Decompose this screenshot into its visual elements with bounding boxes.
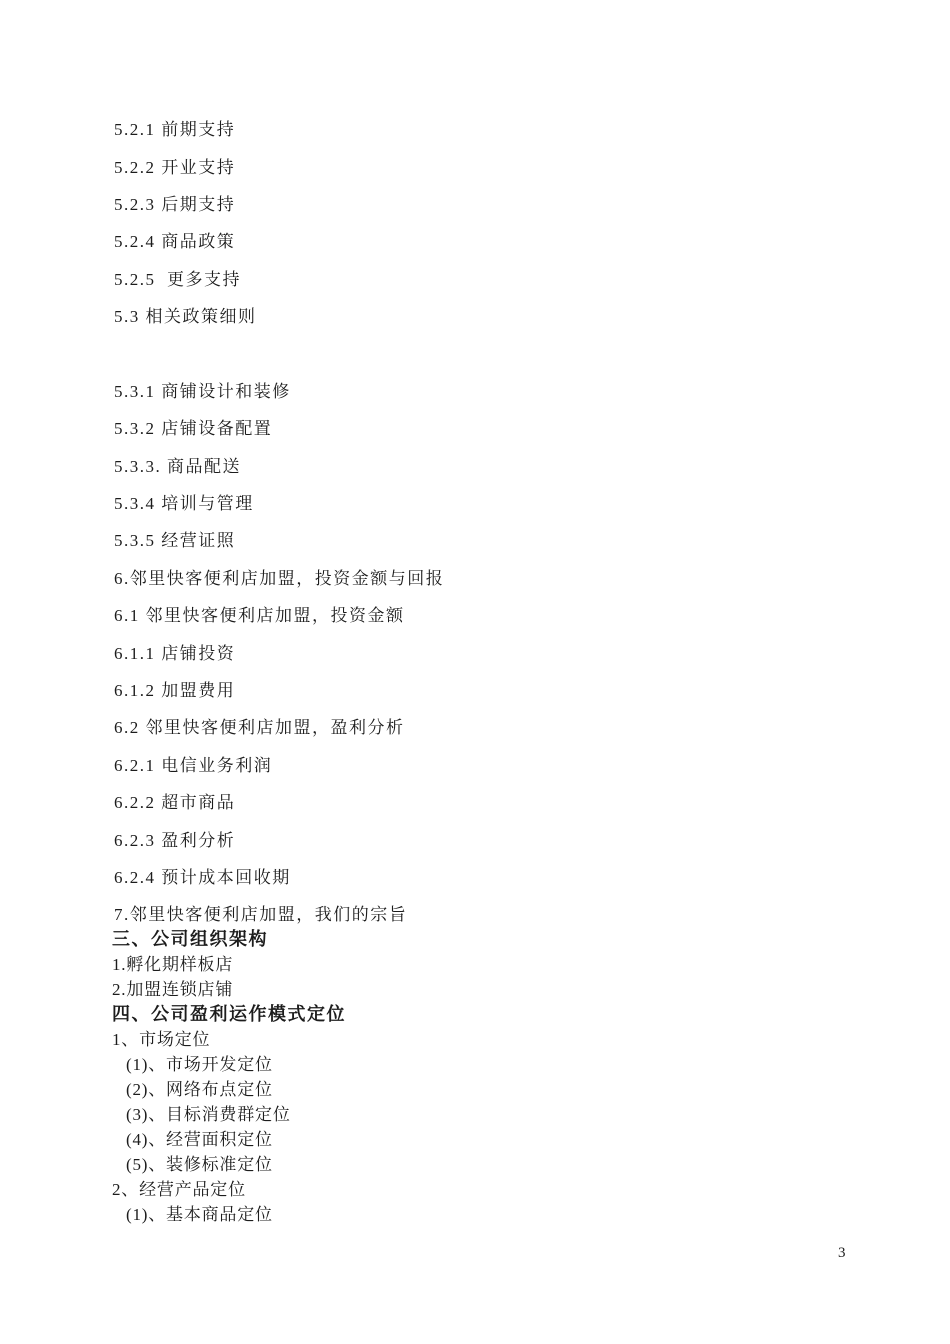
outline-line: 1、市场定位 bbox=[112, 1030, 211, 1049]
toc-section-outline bbox=[112, 925, 346, 1225]
toc-line: 5.3.5 经营证照 bbox=[114, 531, 236, 551]
toc-line: 5.2.1 前期支持 bbox=[114, 120, 236, 140]
outline-heading: 三、公司组织架构 bbox=[112, 928, 268, 949]
toc-line: 6.2.2 超市商品 bbox=[114, 793, 236, 813]
toc-line: 5.3.4 培训与管理 bbox=[114, 494, 254, 514]
toc-line: 5.2.4 商品政策 bbox=[114, 232, 236, 252]
toc-line: 5.2.3 后期支持 bbox=[114, 194, 236, 214]
outline-subline: (3)、目标消费群定位 bbox=[126, 1105, 291, 1124]
toc-line: 5.2.5 更多支持 bbox=[114, 269, 241, 289]
toc-line: 6.2.1 电信业务利润 bbox=[114, 755, 273, 775]
toc-line: 5.2.2 开业支持 bbox=[114, 157, 236, 177]
toc-line: 6.邻里快客便利店加盟，投资金额与回报 bbox=[114, 568, 445, 588]
toc-line: 7.邻里快客便利店加盟，我们的宗旨 bbox=[114, 905, 408, 925]
outline-line: 1.孵化期样板店 bbox=[112, 955, 234, 974]
toc-line: 5.3 相关政策细则 bbox=[114, 307, 257, 327]
page-number: 3 bbox=[838, 1245, 846, 1261]
toc-line: 6.1 邻里快客便利店加盟，投资金额 bbox=[114, 606, 405, 626]
outline-line: 2、经营产品定位 bbox=[112, 1180, 246, 1199]
outline-subline: (1)、市场开发定位 bbox=[126, 1055, 273, 1074]
outline-subline: (4)、经营面积定位 bbox=[126, 1130, 273, 1149]
outline-heading: 四、公司盈利运作模式定位 bbox=[112, 1003, 346, 1024]
toc-line: 5.3.3. 商品配送 bbox=[114, 456, 241, 476]
outline-subline: (2)、网络布点定位 bbox=[126, 1080, 273, 1099]
toc-line: 6.2.3 盈利分析 bbox=[114, 830, 236, 850]
toc-line: 6.1.2 加盟费用 bbox=[114, 681, 236, 701]
toc-line: 6.1.1 店铺投资 bbox=[114, 643, 236, 663]
toc-line: 6.2.4 预计成本回收期 bbox=[114, 868, 291, 887]
toc-line: 5.3.1 商铺设计和装修 bbox=[114, 381, 291, 401]
toc-line: 5.3.2 店铺设备配置 bbox=[114, 419, 273, 439]
outline-subline: (5)、装修标准定位 bbox=[126, 1155, 273, 1174]
toc-blank-spacer bbox=[114, 333, 444, 370]
toc-section-numbered bbox=[114, 109, 444, 932]
outline-line: 2.加盟连锁店铺 bbox=[112, 980, 234, 999]
outline-subline: (1)、基本商品定位 bbox=[126, 1205, 273, 1224]
toc-line: 6.2 邻里快客便利店加盟，盈利分析 bbox=[114, 718, 405, 738]
